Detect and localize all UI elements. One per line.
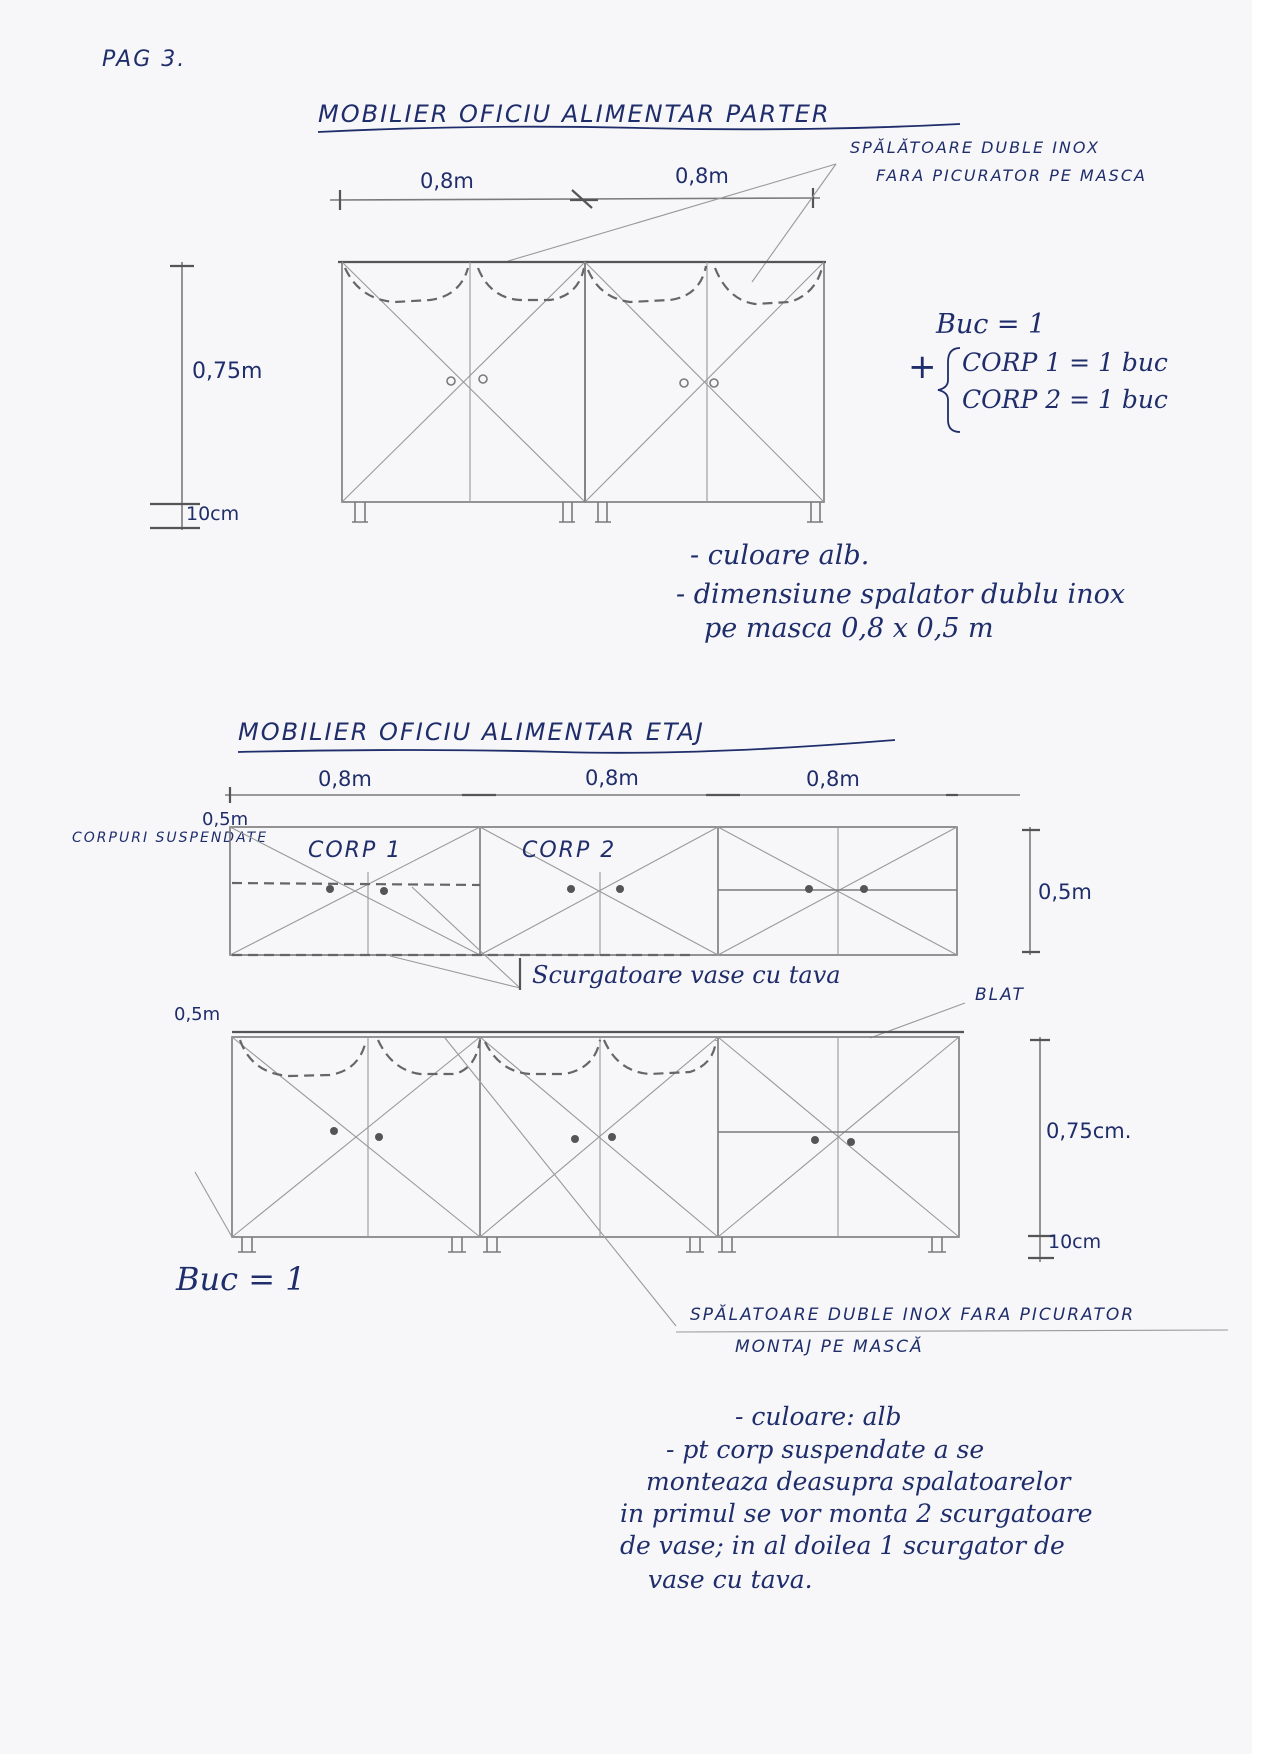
scan-edge: [1252, 0, 1275, 1754]
section1-height-dimension: [150, 262, 200, 530]
section2-note-6: vase cu tava.: [648, 1565, 813, 1594]
section2-lower-height-dimension: [1028, 1037, 1054, 1262]
section1-title: MOBILIER OFICIU ALIMENTAR PARTER: [318, 100, 831, 128]
section2-legs: [238, 1237, 946, 1252]
section2-width-1: 0,8m: [318, 767, 372, 791]
section1-corp1: CORP 1 = 1 buc: [962, 348, 1168, 377]
section2-count: Buc = 1: [176, 1260, 306, 1298]
section2-width-3: 0,8m: [806, 767, 860, 791]
section1-corp2: CORP 2 = 1 buc: [962, 385, 1168, 414]
page-number: PAG 3.: [102, 47, 187, 72]
section2-note-2: - pt corp suspendate a se: [666, 1435, 985, 1464]
section2-width-2: 0,8m: [585, 766, 639, 790]
section2-blat-label: BLAT: [975, 985, 1025, 1005]
section1-plus-brace: +: [908, 347, 937, 387]
section1-width-2: 0,8m: [675, 164, 729, 188]
section2-note-1: - culoare: alb: [735, 1402, 902, 1431]
section2-drainer-leaders: [390, 887, 520, 990]
section1-height-label: 0,75m: [192, 359, 263, 384]
section2-title: MOBILIER OFICIU ALIMENTAR ETAJ: [238, 718, 705, 746]
section2-legs-label: 10cm: [1048, 1231, 1102, 1253]
section2-drainer-label: Scurgatoare vase cu tava: [532, 961, 841, 989]
section1-brace: [938, 348, 960, 432]
section2-depth-lower: 0,5m: [174, 1004, 221, 1025]
section2-upper-height: 0,5m: [1038, 880, 1092, 904]
section2-note-5: de vase; in al doilea 1 scurgator de: [620, 1531, 1065, 1560]
section1-sink-leader-a: [505, 164, 836, 262]
section1-note-3: pe masca 0,8 x 0,5 m: [704, 613, 994, 644]
section1-legs: [352, 502, 823, 522]
section1-sink-label-2: FARA PICURATOR PE MASCA: [876, 166, 1147, 185]
section2-corp1-label: CORP 1: [308, 838, 403, 863]
section2-upper-label: CORPURI SUSPENDATE: [72, 830, 269, 846]
section1-cabinet-1: [338, 262, 588, 502]
section1-count: Buc = 1: [936, 309, 1046, 340]
section2-depth-upper: 0,5m: [202, 809, 249, 830]
section2-corp2-label: CORP 2: [522, 838, 617, 863]
section1-note-1: - culoare alb.: [690, 540, 870, 571]
section1-cabinet-2: [585, 262, 826, 502]
section1-width-1: 0,8m: [420, 169, 474, 193]
section2-sink-label-2: MONTAJ PE MASCĂ: [735, 1337, 924, 1357]
section2-note-3: monteaza deasupra spalatoarelor: [646, 1467, 1071, 1496]
section1-legs-label: 10cm: [186, 503, 240, 525]
section2-sink-underline: [676, 1330, 1228, 1332]
section1-note-2: - dimensiune spalator dublu inox: [676, 579, 1126, 610]
section1-width-dimension: [330, 188, 820, 210]
section1-sink-label-1: SPĂLĂTOARE DUBLE INOX: [850, 138, 1100, 157]
section2-lower-height: 0,75cm.: [1046, 1119, 1132, 1143]
section2-note-4: in primul se vor monta 2 scurgatoare: [620, 1499, 1093, 1528]
section2-sink-label-1: SPĂLATOARE DUBLE INOX FARA PICURATOR: [690, 1305, 1136, 1325]
